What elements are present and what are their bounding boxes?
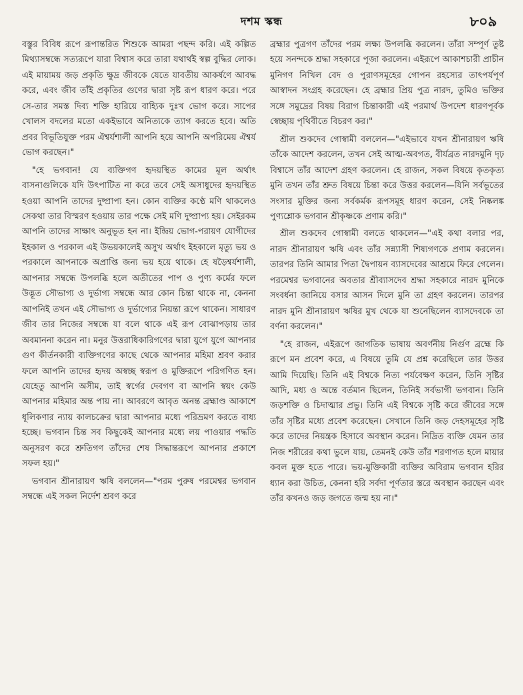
paragraph: শ্রীল শুকদেব গোস্বামী বললেন—"এইভাবে যখন শ্রীনারায়ণ ঋষি তাঁকে আদেশ করলেন, তখন সেই আত্ম-অবগত, বীর্যব্রত নারদমুনি দৃঢ় বিশ্বাসে তাঁর আদেশ গ্রহণ করলেন। হে রাজন, সকল বিষয়ে কৃতকৃত্য মুনি তখন তাঁর শ্রুত বিষয়ে চিন্তা করে উত্তর করলেন—যিনি সর্বভূতের সংসার মুক্তির জন্য সর্বকর্মক রূপসমূহ ধারণ করেন, সেই নিষ্কলঙ্ক পুণ্যশ্লোক ভগবান শ্রীকৃষ্ণকে প্রণাম করি।" bbox=[270, 134, 504, 222]
page-header bbox=[0, 10, 523, 32]
paragraph: ভগবান শ্রীনারায়ণ ঋষি বললেন—"পরম পুরুষ পরমেশ্বর ভগবান সম্বন্ধে এই সকল নির্দেশ শ্রবণ করে bbox=[22, 476, 256, 503]
page-number: ৮০৯ bbox=[469, 14, 497, 30]
left-column bbox=[22, 38, 256, 686]
paragraph: বস্তুর বিবিধ রূপে রূপান্তরিত শিশুকে আমরা পছন্দ করি। এই কল্পিত মিথ্যাসম্বন্ধে সত্যরূপে যারা বিশ্বাস করে তারা যথার্থই স্বল্প বুদ্ধির লোক। এই মায়াময় জড় প্রকৃতি ক্ষুদ্র জীবকে যেতে যাবতীয় আকর্ষণে আবদ্ধ করে, এবং জীব তাঁই প্রকৃতির গুণের দ্বারা সৃষ্ট রূপ ধারণ করে। পরে সে-তার সমস্ত দিব্য শক্তি হারিয়ে বাহ্যিক দুঃখ ভোগ করে। সাপের খোলস বদলের মতো একইভাবে অনিত্যকে ত্যাগ করতে হবে। অতি প্রবর বিভূতিযুক্ত পরম ঐশ্বর্যশালী আপনি হয়ে আপনি অপরিমেয় ঐশ্বর্য ভোগ করছেন।" bbox=[22, 40, 256, 159]
paragraph: "হে ভগবান! যে ব্যক্তিগণ হৃদয়স্থিত কামের মূল অর্থাৎ বাসনাগুলিকে যদি উৎপাটিত না করে তবে সেই অসাধুদের হৃদয়স্থিত হওয়া আপনি তাদের দুষ্প্রাপ্য হন। কোন ব্যক্তির কণ্ঠে মণি থাকলেও সেকথা তার বিস্মরণ হওয়ায় তার পক্ষে সেই মণি দুষ্প্রাপ্য হয়। সেইরকম আপনি তাদের সাক্ষাৎ অনুভূত হন না। ইন্দ্রিয় ভোগ-পরায়ণ যোগীদের ইহকাল ও পরকাল এই উভয়কালেই অসুখ অর্থাৎ ইহকালে মৃত্যু ভয় ও পরকালে আপনাকে অপ্রাপ্তি জন্য ভয় হয়ে থাকে। হে ষড়ৈশ্বর্যশালী, আপনার সম্বন্ধে উপলব্ধি হলে অতীতের পাপ ও পুণ্য কর্মের ফলে উদ্ভূত সৌভাগ্য ও দুর্ভাগ্য সম্বন্ধে আর কোন চিন্তা থাকে না, কেননা আপনিই তখন এই সৌভাগ্য ও দুর্ভাগ্যের নিয়ন্তা রূপে থাকেন। সাধারণ জীব তার নিজের সম্বন্ধে যা বলে থাকে এই রূপ বোঝাপড়ায় তার অবমাননা করেন না। মনুর উত্তরাধিকারিগণের দ্বারা যুগে যুগে আপনার গুণ কীর্তনকারী ব্যক্তিগণের কাছে থেকে আপনার মহিমা শ্রবণ করার ফলে আপনি তাদের হৃদয় অস্বচ্ছ স্বরূপ ও মুক্তিরূপে পরিগণিত হন। যেহেতু আপনি অসীম, তাই স্বর্গের দেবগণ বা আপনি স্বয়ং কেউ আপনার মহিমার অন্ত পায় না। আবরণে আবৃত অনন্ত ব্রহ্মাণ্ড আকাশে ধূলিকণার ন্যায় কালচক্রের দ্বারা আপনার মধ্যে পরিভ্রমণ করতে বাধ্য হচ্ছে। ভগবান চিন্ত সব কিছুকেই আপনার মধ্যে লয় পাওয়ার পদ্ধতি অনুসরণ করে শ্রুতিগণ তাঁদের শেষ সিদ্ধান্তরূপে আপনার প্রকাশে সফল হয়।" bbox=[22, 165, 256, 470]
paragraph: "হে রাজন, এইরূপে জাগতিক ভাষায় অবর্ণনীয় নির্গুণ ব্রহ্মে কি রূপে মন প্রবেশ করে, এ বিষয়ে তুমি যে প্রশ্ন করেছিলে তার উত্তর আমি দিয়েছি। তিনি এই বিশ্বকে নিত্য পর্যবেক্ষণ করেন, তিনি সৃষ্টির আদি, মধ্য ও অন্তে বর্তমান ছিলেন, তিনিই সর্বভাগী ভগবান। তিনি জড়শক্তি ও চিদাত্মার প্রভু। তিনি এই বিশ্বকে সৃষ্টি করে জীবের সঙ্গে তাঁর সৃষ্টির মধ্যে প্রবেশ করেছেন। সেখানে তিনি জড় দেহসমূহের সৃষ্টি করে তাদের নিয়ন্ত্রক হিসাবে অবস্থান করেন। নিদ্রিত ব্যক্তি যেমন তার নিজ শরীরের কথা ভুলে যায়, তেমনই কেউ তাঁর শরণাগত হলে মায়ার কবল মুক্ত হতে পারে। ভয়-মুক্তিকারী ব্যক্তির অবিরাম ভগবান হরির ধ্যান করা উচিত, কেননা হরি সর্বদা পূর্ণতার স্তরে অবস্থান করছেন এবং তাঁর কখনও জড় জগতে জন্ম হয় না।" bbox=[270, 339, 504, 505]
chapter-title: দশম স্কন্ধ bbox=[240, 15, 283, 28]
paragraph: ব্রহ্মার পুত্রগণ তাঁদের পরম লক্ষ্য উপলব্ধি করলেন। তাঁরা সম্পূর্ণ তুষ্ট হয়ে সনন্দকে শ্রদ্ধা সহকারে পূজা করলেন। এইরূপে আকাশচারী প্রাচীন মুনিগণ নিখিল বেদ ও পুরাণসমূহের গোপন রহস্যের তাৎপর্যপূর্ণ আস্বাদন সংগ্রহ করেছেন। হে ব্রহ্মার প্রিয় পুত্র নারদ, তুমিও ভক্তির সঙ্গে সমুদ্রের বিষয় বিরাগ চিন্তাকারী এই পরমার্থ উপদেশ ধারণপূর্বক স্বেচ্ছায় পৃথিবীতে বিচরণ কর।" bbox=[270, 40, 504, 128]
right-column bbox=[270, 38, 504, 686]
paragraph: শ্রীল শুকদেব গোস্বামী বলতে থাকলেন—"এই কথা বলার পর, নারদ শ্রীনারায়ণ ঋষি এবং তাঁর সন্ন্যাসী শিষ্যগণকে প্রণাম করলেন। তারপর তিনি আমার পিতা দ্বৈপায়ন ব্যাসদেবের আশ্রমে ফিরে গেলেন। পরমেশ্বর ভগবানের অবতার শ্রীব্যাসদেব শ্রদ্ধা সহকারে নারদ মুনিকে সংবর্ধনা জানিয়ে বসার আসন দিলে মুনি তা গ্রহণ করলেন। তারপর নারদ মুনি শ্রীনারায়ণ ঋষির মুখ থেকে যা শুনেছিলেন ব্যাসদেবকে তা বর্ণনা করলেন।" bbox=[270, 229, 504, 333]
